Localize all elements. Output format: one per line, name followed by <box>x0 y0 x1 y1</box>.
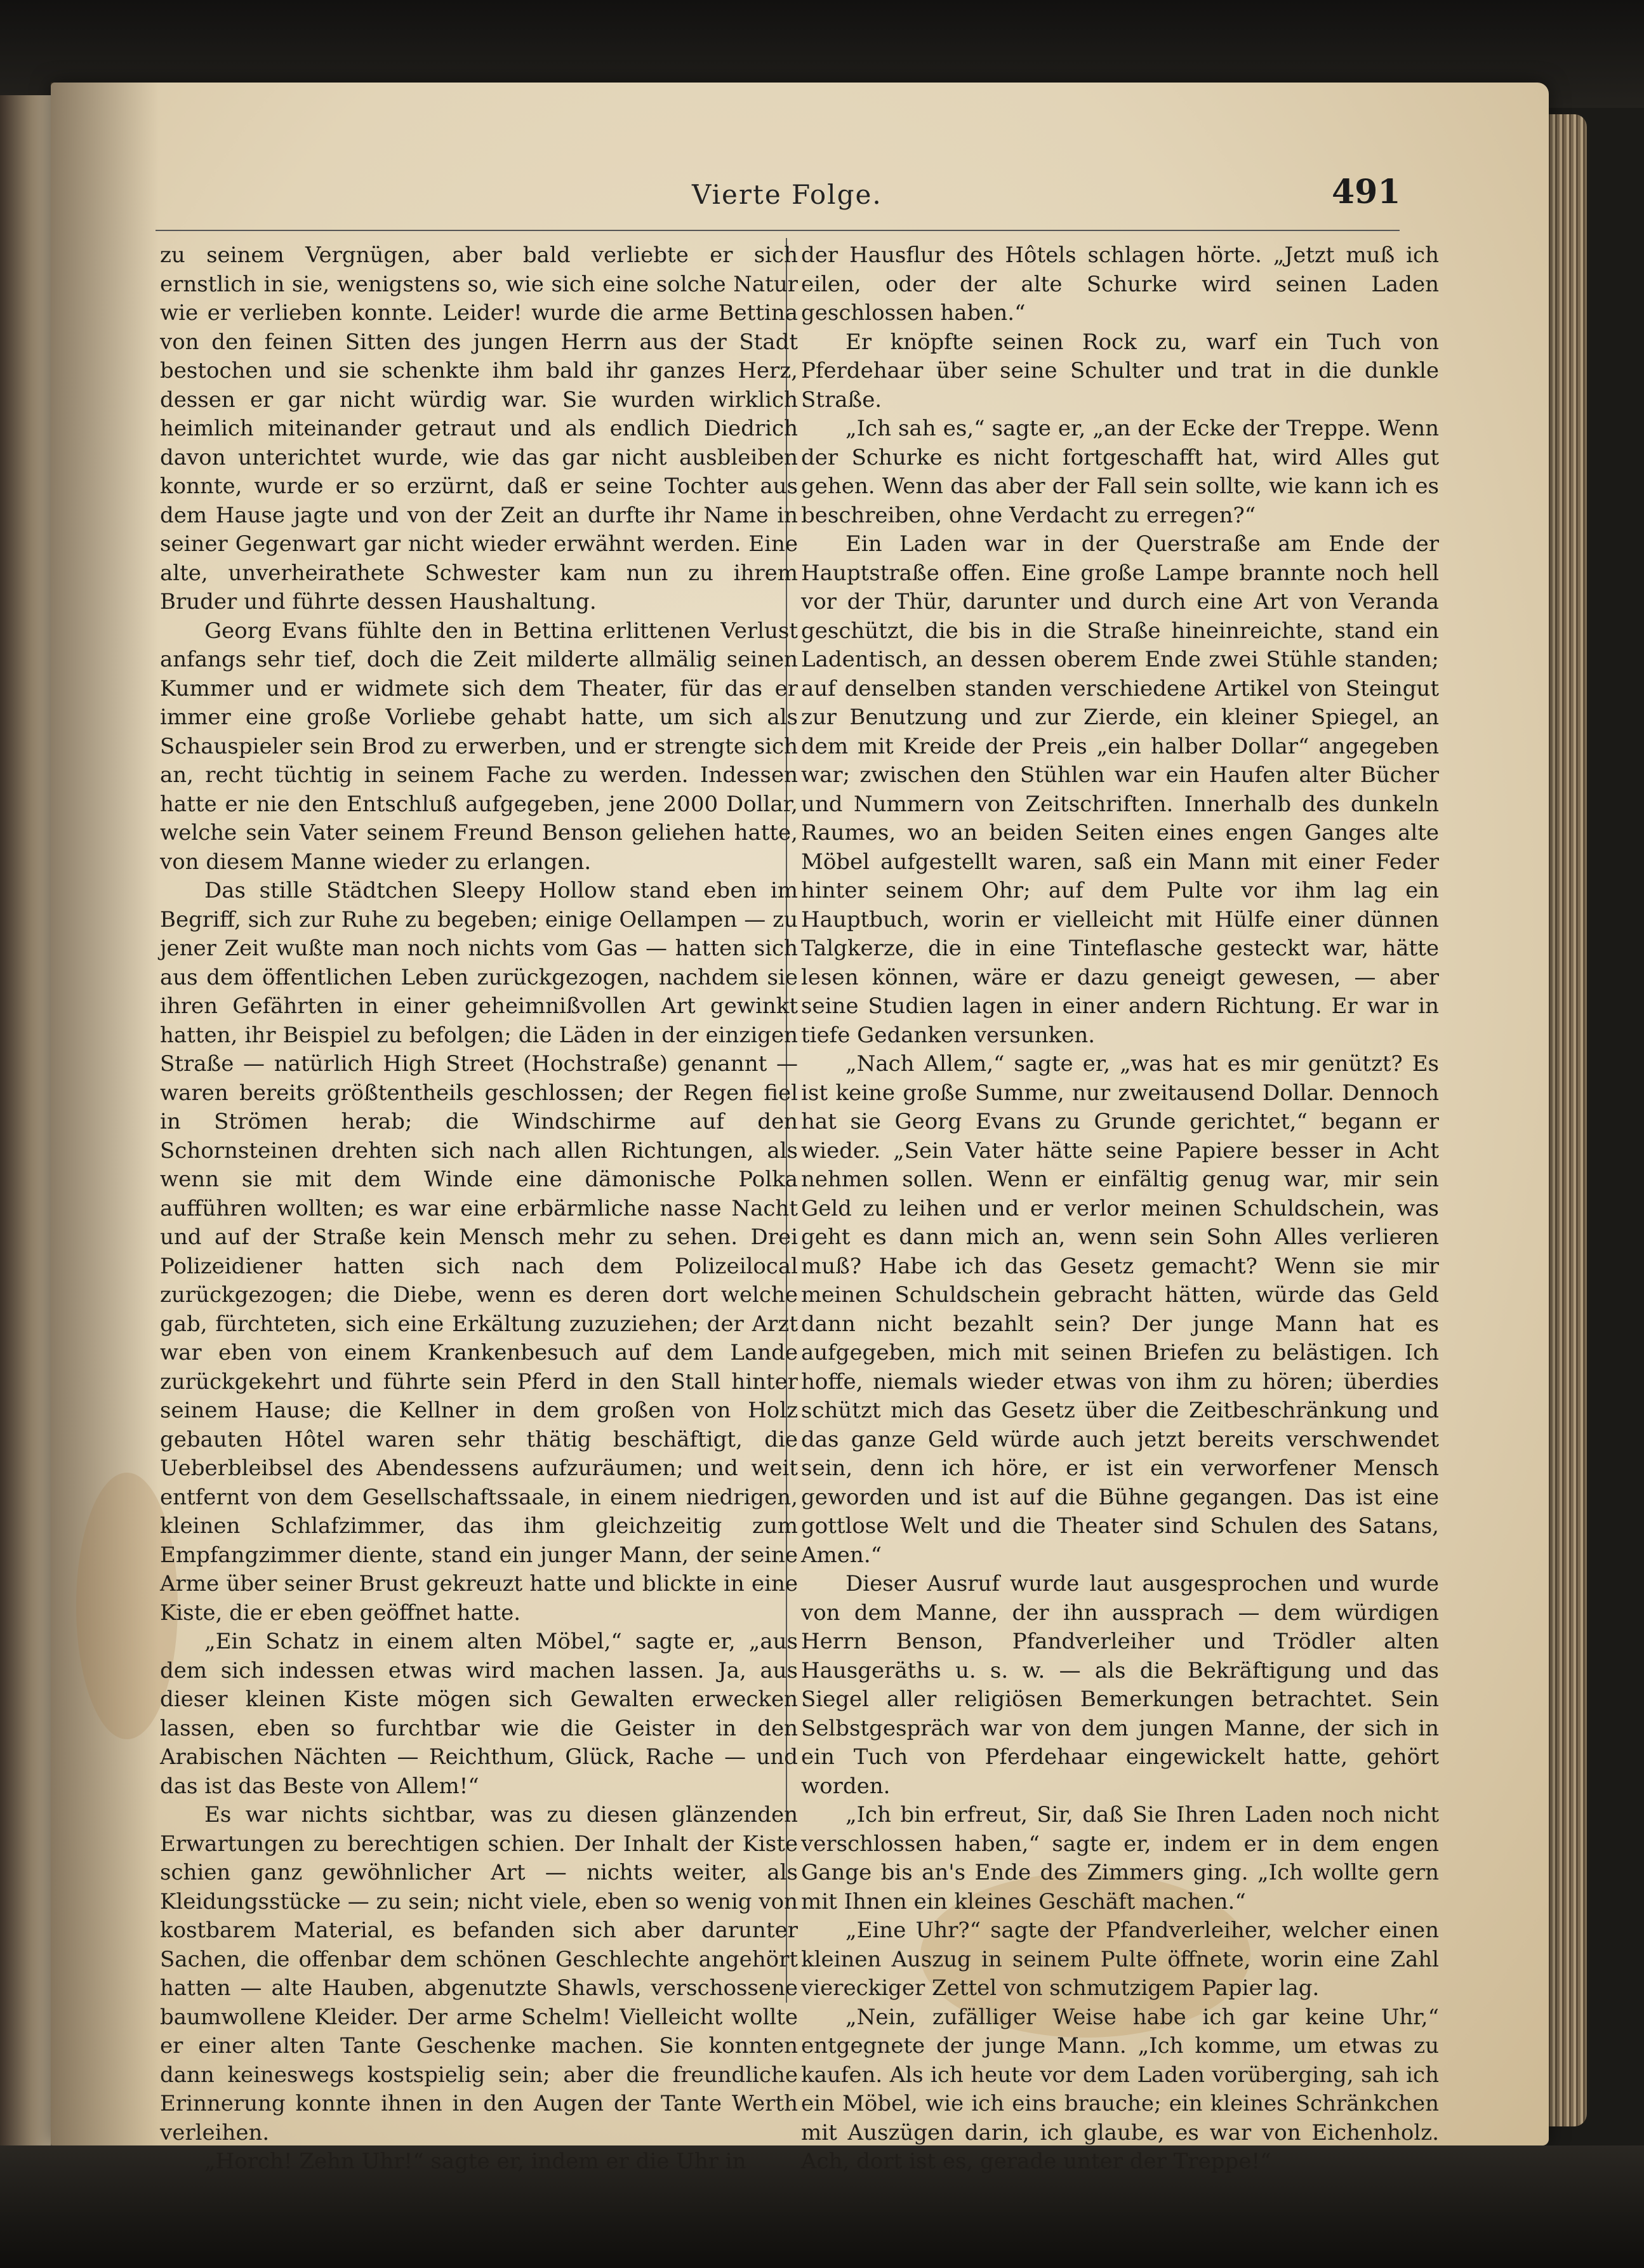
paragraph: Dieser Ausruf wurde laut ausgesprochen und wurde von dem Manne, der ihn aussprach — dem würdigen Herrn Benson, Pfandverleiher und Trödler alten Hausgeräths u. s. w. — als die Bekräftigung und das Siegel aller religiösen Bemerkungen betrachtet. Sein Selbstgespräch war von dem jungen Manne, der sich in ein Tuch von Pferdehaar eingewickelt hatte, gehört worden. <box>801 1571 1439 1799</box>
paragraph: „Nein, zufälliger Weise habe ich gar keine Uhr,“ entgegnete der junge Mann. „Ich komme, um etwas zu kaufen. Als ich heute vor dem Laden vorüberging, sah ich ein Möbel, wie ich eins brauche; ein kleines Schränkchen mit Auszügen darin, ich glaube, es war von Eichenholz. Ach, dort ist es, gerade unter der Treppe!“ <box>801 2004 1439 2174</box>
paragraph: Es war nichts sichtbar, was zu diesen glänzenden Erwartungen zu berechtigen schien. Der Inhalt der Kiste schien ganz gewöhnlicher Art — nichts weiter, als Kleidungsstücke — zu sein; nicht viele, eben so wenig von kostbarem Material, es befanden sich aber darunter Sachen, die offenbar dem schönen Geschlechte angehört hatten — alte Hauben, abgenutzte Shawls, verschossene baumwollene Kleider. Der arme Schelm! Vielleicht wollte er einer alten Tante Geschenke machen. Sie konnten dann keineswegs kostspielig sein; aber die freundliche Erinnerung konnte ihnen in den Augen der Tante Werth verleihen. <box>160 1802 798 2145</box>
paragraph: „Eine Uhr?“ sagte der Pfandverleiher, welcher einen kleinen Auszug in seinem Pulte öffnete, worin eine Zahl viereckiger Zettel von schmutzigem Papier lag. <box>801 1918 1439 2001</box>
page-number: 491 <box>1332 173 1401 211</box>
right-column <box>801 241 1439 2174</box>
paragraph: der Hausflur des Hôtels schlagen hörte. „Jetzt muß ich eilen, oder der alte Schurke wird seinen Laden geschlossen haben.“ <box>801 242 1439 326</box>
paragraph: Das stille Städtchen Sleepy Hollow stand eben im Begriff, sich zur Ruhe zu begeben; einige Oellampen — zu jener Zeit wußte man noch nichts vom Gas — hatten sich aus dem öffentlichen Leben zurückgezogen, nachdem sie ihren Gefährten in einer geheimnißvollen Art gewinkt hatten, ihr Beispiel zu befolgen; die Läden in der einzigen Straße — natürlich High Street (Hochstraße) genannt — waren bereits größtentheils geschlossen; der Regen fiel in Strömen herab; die Windschirme auf den Schornsteinen drehten sich nach allen Richtungen, als wenn sie mit dem Winde eine dämonische Polka aufführen wollten; es war eine erbärmliche nasse Nacht und auf der Straße kein Mensch mehr zu sehen. Drei Polizeidiener hatten sich nach dem Polizeilocal zurückgezogen; die Diebe, wenn es deren dort welche gab, fürchteten, sich eine Erkältung zuzuziehen; der Arzt war eben von einem Krankenbesuch auf dem Lande zurückgekehrt und führte sein Pferd in den Stall hinter seinem Hause; die Kellner in dem großen von Holz gebauten Hôtel waren sehr thätig beschäftigt, die Ueberbleibsel des Abendessens aufzuräumen; und weit entfernt von dem Gesellschaftssaale, in einem niedrigen, kleinen Schlafzimmer, das ihm gleichzeitig zum Empfangzimmer diente, stand ein junger Mann, der seine Arme über seiner Brust gekreuzt hatte und blickte in eine Kiste, die er eben geöffnet hatte. <box>160 878 798 1626</box>
paragraph: Ein Laden war in der Querstraße am Ende der Hauptstraße offen. Eine große Lampe brannte noch hell vor der Thür, darunter und durch eine Art von Veranda geschützt, die bis in die Straße hineinreichte, stand ein Ladentisch, an dessen oberem Ende zwei Stühle standen; auf denselben standen verschiedene Artikel von Steingut zur Benutzung und zur Zierde, ein kleiner Spiegel, an dem mit Kreide der Preis „ein halber Dollar“ angegeben war; zwischen den Stühlen war ein Haufen alter Bücher und Nummern von Zeitschriften. Innerhalb des dunkeln Raumes, wo an beiden Seiten eines engen Ganges alte Möbel aufgestellt waren, saß ein Mann mit einer Feder hinter seinem Ohr; auf dem Pulte vor ihm lag ein Hauptbuch, worin er vielleicht mit Hülfe einer dünnen Talgkerze, die in eine Tinteflasche gesteckt war, hätte lesen können, wäre er dazu geneigt gewesen, — aber seine Studien lagen in einer andern Richtung. Er war in tiefe Gedanken versunken. <box>801 531 1439 1048</box>
gutter-shadow <box>51 83 159 2145</box>
paragraph: zu seinem Vergnügen, aber bald verliebte er sich ernstlich in sie, wenigstens so, wie sich eine solche Natur wie er verlieben konnte. Leider! wurde die arme Bettina von den feinen Sitten des jungen Herrn aus der Stadt bestochen und sie schenkte ihm bald ihr ganzes Herz, dessen er gar nicht würdig war. Sie wurden wirklich heimlich miteinander getraut und als endlich Diedrich davon unterichtet wurde, wie das gar nicht ausbleiben konnte, wurde er so erzürnt, daß er seine Tochter aus dem Hause jagte und von der Zeit an durfte ihr Name in seiner Gegenwart gar nicht wieder erwähnt werden. Eine alte, unverheirathete Schwester kam nun zu ihrem Bruder und führte dessen Haushaltung. <box>160 242 798 614</box>
paragraph: „Ein Schatz in einem alten Möbel,“ sagte er, „aus dem sich indessen etwas wird machen lassen. Ja, aus dieser kleinen Kiste mögen sich Gewalten erwecken lassen, eben so furchtbar wie die Geister in den Arabischen Nächten — Reichthum, Glück, Rache — und das ist das Beste von Allem!“ <box>160 1629 798 1799</box>
paragraph: Er knöpfte seinen Rock zu, warf ein Tuch von Pferdehaar über seine Schulter und trat in die dunkle Straße. <box>801 329 1439 413</box>
paragraph: „Ich bin erfreut, Sir, daß Sie Ihren Laden noch nicht verschlossen haben,“ sagte er, indem er in dem engen Gange bis an's Ende des Zimmers ging. „Ich wollte gern mit Ihnen ein kleines Geschäft machen.“ <box>801 1802 1439 1914</box>
left-column <box>160 241 798 2174</box>
paragraph: „Ich sah es,“ sagte er, „an der Ecke der Treppe. Wenn der Schurke es nicht fortgeschafft hat, wird Alles gut gehen. Wenn das aber der Fall sein sollte, wie kann ich es beschreiben, ohne Verdacht zu erregen?“ <box>801 416 1439 528</box>
paragraph: „Horch! Zehn Uhr!“ sagte er, indem er die Uhr in <box>204 2149 746 2174</box>
paragraph: Georg Evans fühlte den in Bettina erlittenen Verlust anfangs sehr tief, doch die Zeit milderte allmälig seinen Kummer und er widmete sich dem Theater, für das er immer eine große Vorliebe gehabt hatte, um sich als Schauspieler sein Brod zu erwerben, und er strengte sich an, recht tüchtig in seinem Fache zu werden. Indessen hatte er nie den Entschluß aufgegeben, jene 2000 Dollar, welche sein Vater seinem Freund Benson geliehen hatte, von diesem Manne wieder zu erlangen. <box>160 618 798 875</box>
paragraph: „Nach Allem,“ sagte er, „was hat es mir genützt? Es ist keine große Summe, nur zweitausend Dollar. Dennoch hat sie Georg Evans zu Grunde gerichtet,“ begann er wieder. „Sein Vater hätte seine Papiere besser in Acht nehmen sollen. Wenn er einfältig genug war, mir sein Geld zu leihen und er verlor meinen Schuldschein, was geht es dann mich an, wenn sein Sohn Alles verlieren muß? Habe ich das Gesetz gemacht? Wenn sie mir meinen Schuldschein gebracht hätten, würde das Geld dann nicht bezahlt sein? Der junge Mann hat es aufgegeben, mich mit seinen Briefen zu belästigen. Ich hoffe, niemals wieder etwas von ihm zu hören; überdies schützt mich das Gesetz über die Zeitbeschränkung und das ganze Geld würde auch jetzt bereits verschwendet sein, denn ich höre, er ist ein verworfener Mensch geworden und ist auf die Bühne gegangen. Das ist eine gottlose Welt und die Theater sind Schulen des Satans, Amen.“ <box>801 1051 1439 1568</box>
running-header: Vierte Folge. <box>692 179 882 210</box>
header-rule <box>156 230 1400 231</box>
